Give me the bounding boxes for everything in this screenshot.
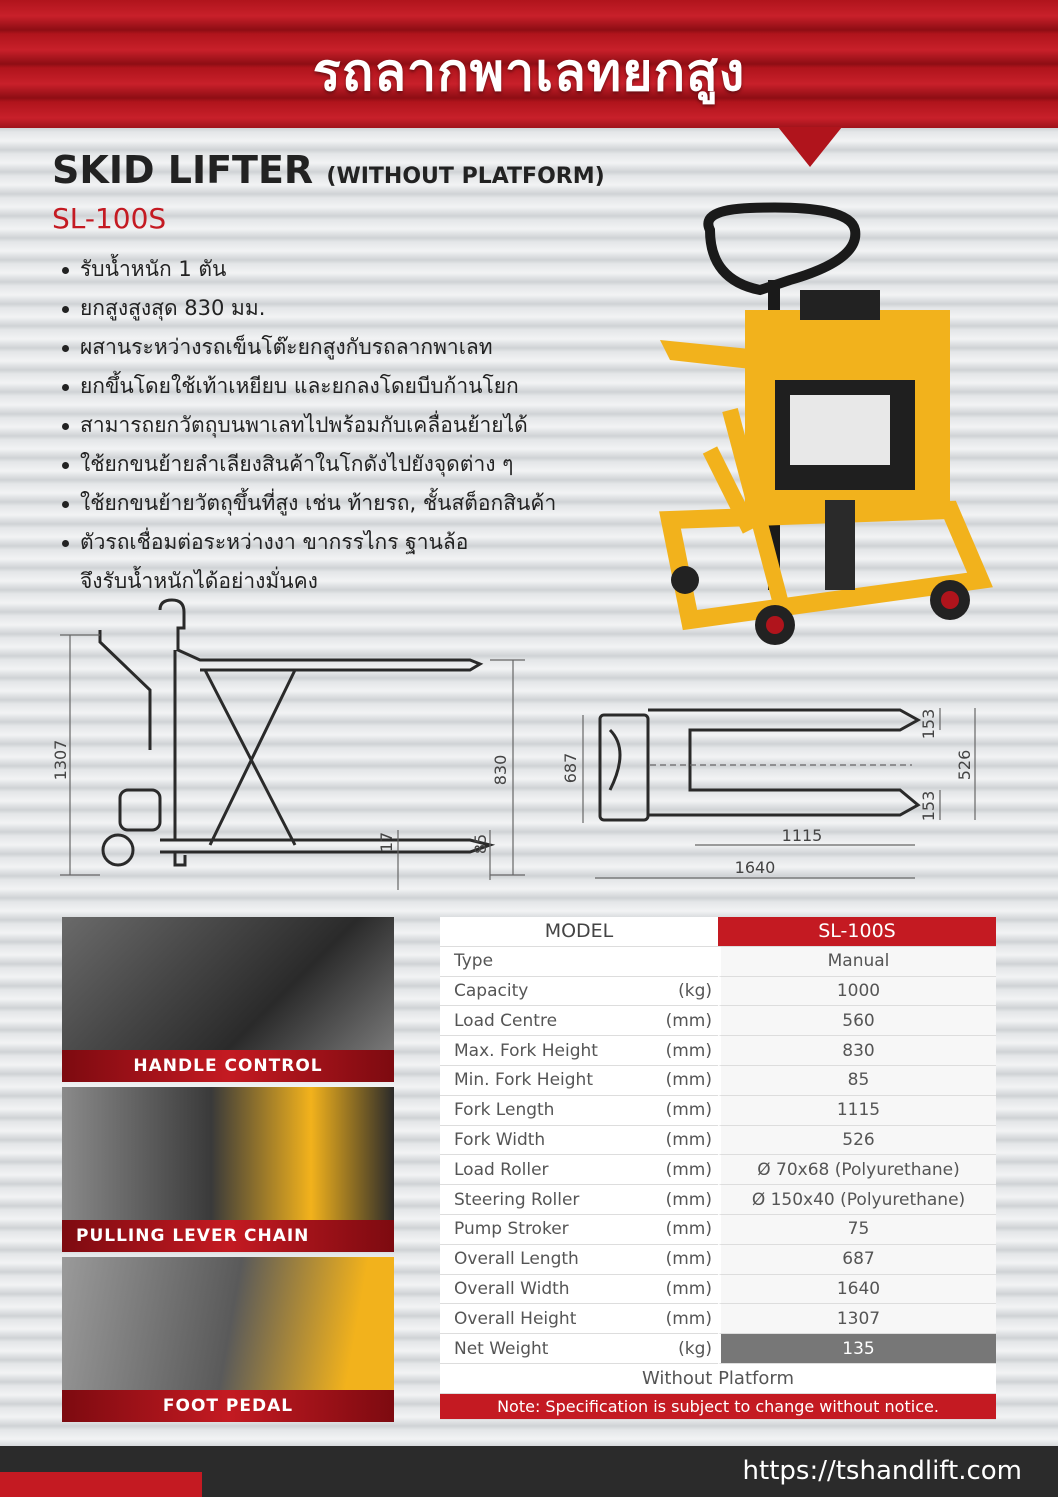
spec-row (440, 1245, 996, 1275)
photo-label-handle: HANDLE CONTROL (62, 1050, 394, 1082)
spec-unit: (mm) (650, 1185, 718, 1215)
spec-label: Fork Width (440, 1126, 650, 1156)
spec-head-row (440, 917, 996, 947)
spec-label: Net Weight (440, 1334, 650, 1364)
feature-item: ใช้ยกขนย้ายลำเลียงสินค้าในโกดังไปยังจุดต่าง ๆ (62, 445, 556, 484)
spec-row (440, 1036, 996, 1066)
dim-fork-height-max: 830 (491, 754, 510, 786)
spec-unit: (mm) (650, 1126, 718, 1156)
spec-label: Steering Roller (440, 1185, 650, 1215)
spec-unit: (mm) (650, 1096, 718, 1126)
spec-unit: (mm) (650, 1155, 718, 1185)
spec-value: 1307 (718, 1304, 996, 1334)
dim-ground: 17 (377, 831, 396, 853)
feature-item: รับน้ำหนัก 1 ตัน (62, 250, 556, 289)
photo-foot-pedal (62, 1257, 394, 1422)
spec-row (440, 1215, 996, 1245)
spec-value: Manual (718, 947, 996, 977)
spec-row (440, 1275, 996, 1305)
spec-label: Overall Length (440, 1245, 650, 1275)
spec-value: 1640 (718, 1275, 996, 1305)
spec-unit: (mm) (650, 1036, 718, 1066)
spec-label: Pump Stroker (440, 1215, 650, 1245)
spec-unit: (mm) (650, 1304, 718, 1334)
feature-item: ผสานระหว่างรถเข็นโต๊ะยกสูงกับรถลากพาเลท (62, 328, 556, 367)
spec-row (440, 1126, 996, 1156)
spec-unit (650, 947, 718, 977)
spec-row (440, 1334, 996, 1364)
spec-unit: (mm) (650, 1066, 718, 1096)
spec-value: 526 (718, 1126, 996, 1156)
spec-value: Ø 150x40 (Polyurethane) (718, 1185, 996, 1215)
feature-item: สามารถยกวัตถุบนพาเลทไปพร้อมกับเคลื่อนย้ายได้ (62, 406, 556, 445)
dim-top-gap-bottom: 153 (919, 790, 938, 822)
spec-row (440, 1185, 996, 1215)
feature-item: ยกสูงสูงสุด 830 มม. (62, 289, 556, 328)
footer-bar (0, 1446, 1058, 1497)
product-variant: (WITHOUT PLATFORM) (326, 164, 605, 189)
model-code: SL-100S (52, 202, 167, 235)
dim-overall: 1640 (734, 858, 776, 877)
spec-value: 830 (718, 1036, 996, 1066)
spec-unit: (kg) (650, 977, 718, 1007)
header-banner (0, 0, 1058, 128)
spec-unit: (kg) (650, 1334, 718, 1364)
spec-value-highlight: 135 (718, 1334, 996, 1364)
dim-fork-width: 526 (955, 749, 974, 781)
product-name: SKID LIFTER (52, 148, 314, 192)
spec-value: 687 (718, 1245, 996, 1275)
spec-row (440, 1155, 996, 1185)
spec-note: Note: Specification is subject to change without notice. (440, 1394, 996, 1420)
dim-top-length: 687 (561, 752, 580, 784)
spec-label: Overall Height (440, 1304, 650, 1334)
photo-label-pulley: CHAIN (244, 1226, 310, 1246)
spec-row (440, 947, 996, 977)
feature-item-continued: จึงรับน้ำหนักได้อย่างมั่นคง (80, 569, 318, 593)
spec-value: Ø 70x68 (Polyurethane) (718, 1155, 996, 1185)
spec-row (440, 1096, 996, 1126)
spec-row (440, 1304, 996, 1334)
photo-handle-control (62, 917, 394, 1082)
feature-item: ยกขึ้นโดยใช้เท้าเหยียบ และยกลงโดยบีบก้านโยก (62, 367, 556, 406)
feature-item: ตัวรถเชื่อมต่อระหว่างงา ขากรรไกร ฐานล้อ (62, 523, 556, 562)
header-title: รถลากพาเลทยกสูง (312, 43, 746, 103)
spec-label: Load Centre (440, 1006, 650, 1036)
dimension-diagrams (0, 590, 1058, 890)
spec-unit: (mm) (650, 1006, 718, 1036)
spec-row (440, 1006, 996, 1036)
dim-top-gap-top: 153 (919, 708, 938, 740)
footer-accent (0, 1472, 202, 1497)
spec-value: 1115 (718, 1096, 996, 1126)
spec-note-row (440, 1394, 996, 1420)
spec-footer-row (440, 1364, 996, 1394)
spec-value: 75 (718, 1215, 996, 1245)
photo-lever-pulley (62, 1087, 394, 1252)
skid-lifter-illustration (660, 207, 980, 645)
dim-fork-length: 1115 (781, 826, 823, 845)
header-pointer (778, 127, 842, 167)
spec-unit: (mm) (650, 1275, 718, 1305)
feature-item: ใช้ยกขนย้ายวัตถุขึ้นที่สูง เช่น ท้ายรถ, ชั้นสต็อกสินค้า (62, 484, 556, 523)
spec-label: Capacity (440, 977, 650, 1007)
spec-label: Overall Width (440, 1275, 650, 1305)
side-view-diagram (100, 600, 490, 865)
spec-label: Type (440, 947, 650, 977)
dim-overall-height: 1307 (51, 739, 70, 781)
spec-table (440, 917, 996, 1420)
spec-unit: (mm) (650, 1245, 718, 1275)
spec-label: Load Roller (440, 1155, 650, 1185)
photo-label-lever: PULLING LEVER (76, 1226, 238, 1246)
website-link[interactable]: https://tshandlift.com (742, 1456, 1022, 1486)
product-title (52, 148, 605, 192)
feature-list (62, 250, 556, 601)
spec-value: 85 (718, 1066, 996, 1096)
spec-label: Min. Fork Height (440, 1066, 650, 1096)
spec-footer: Without Platform (440, 1364, 996, 1394)
spec-row (440, 977, 996, 1007)
photo-label-pedal: FOOT PEDAL (62, 1390, 394, 1422)
spec-unit: (mm) (650, 1215, 718, 1245)
spec-head-label: MODEL (440, 917, 718, 947)
spec-value: 560 (718, 1006, 996, 1036)
top-view-dimensions (583, 708, 975, 878)
dim-fork-min: 85 (471, 833, 490, 855)
spec-head-value: SL-100S (718, 917, 996, 947)
photo-label-row (62, 1220, 394, 1252)
spec-row (440, 1066, 996, 1096)
spec-label: Max. Fork Height (440, 1036, 650, 1066)
spec-value: 1000 (718, 977, 996, 1007)
spec-label: Fork Length (440, 1096, 650, 1126)
